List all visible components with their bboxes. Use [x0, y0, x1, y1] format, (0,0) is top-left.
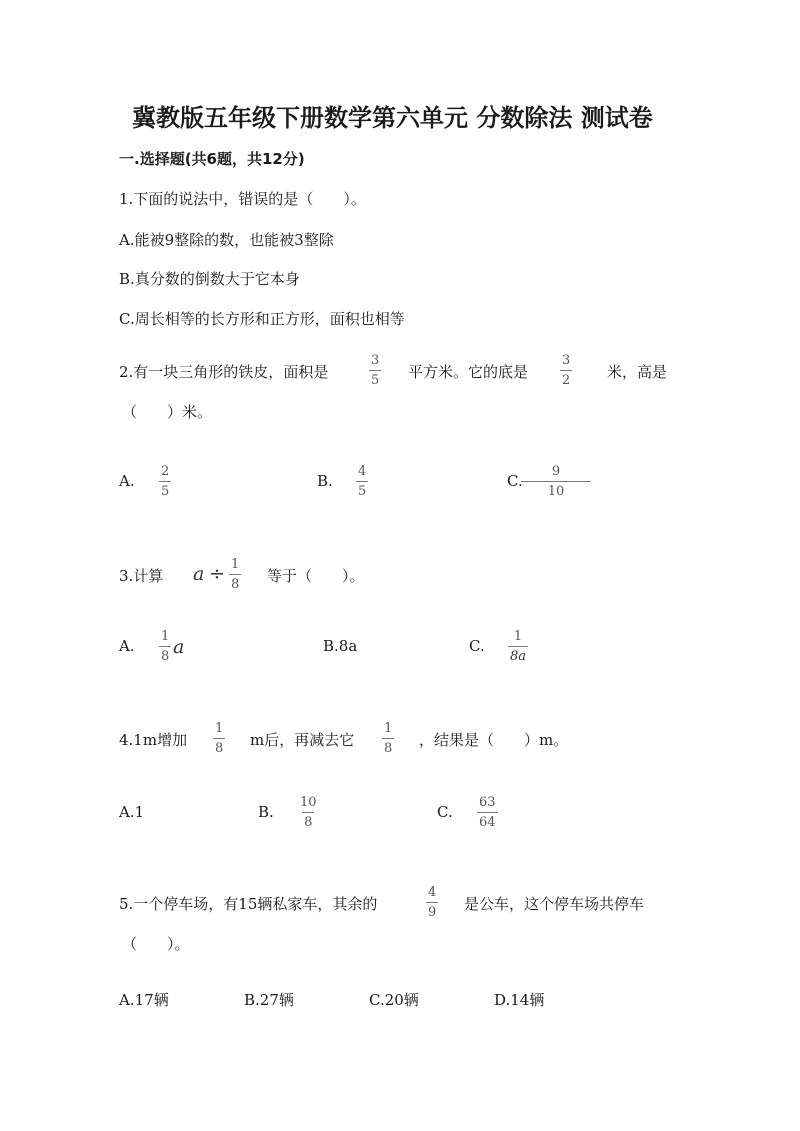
divide-icon: ÷ — [209, 563, 225, 585]
section-heading: 一.选择题(共6题，共12分) — [119, 150, 305, 168]
denominator: 8 — [213, 738, 225, 755]
option-c-fraction — [508, 630, 528, 663]
option-b-label: B. — [258, 803, 274, 821]
denominator: 8 — [302, 812, 314, 829]
fraction — [229, 558, 241, 591]
numerator: 9 — [551, 464, 561, 479]
fraction — [213, 722, 225, 755]
option-c-label: C. — [469, 637, 485, 655]
denominator: 5 — [369, 370, 381, 387]
numerator: 3 — [562, 353, 571, 368]
option-b-fraction — [356, 465, 368, 498]
numerator: 2 — [161, 464, 170, 479]
option-c-label: C. — [437, 803, 453, 821]
denominator: 8 — [159, 646, 171, 663]
denominator: 9 — [426, 902, 438, 919]
numerator: 1 — [215, 721, 224, 736]
option-a-fraction — [159, 630, 171, 663]
option-b: B.8a — [323, 637, 358, 655]
option-b: B.27辆 — [244, 991, 294, 1009]
numerator: 3 — [371, 353, 380, 368]
denominator: 5 — [356, 481, 368, 498]
page-title: 冀教版五年级下册数学第六单元 分数除法 测试卷 — [132, 104, 653, 132]
denominator: 2 — [560, 370, 572, 387]
question-stem-part: 5.一个停车场，有15辆私家车，其余的 — [119, 895, 378, 913]
question-stem-part: 3.计算 — [119, 567, 164, 585]
numerator: 1 — [513, 629, 523, 644]
fraction — [382, 722, 394, 755]
numerator: 10 — [300, 795, 317, 810]
question-stem: 1.下面的说法中，错误的是（ ）。 — [119, 190, 366, 208]
option-a-label: A. — [119, 637, 135, 655]
numerator: 1 — [231, 557, 240, 572]
option-a-label: A. — [119, 472, 135, 490]
denominator: 8a — [508, 646, 528, 663]
option-b: B.真分数的倒数大于它本身 — [119, 270, 300, 288]
question-stem-part: 是公车，这个停车场共停车 — [464, 895, 645, 913]
option-c-fraction — [477, 796, 498, 829]
option-b-label: B. — [317, 472, 333, 490]
option-c-fraction — [521, 465, 591, 498]
denominator: 8 — [229, 574, 241, 591]
option-a: A.1 — [119, 803, 145, 821]
numerator: 4 — [358, 464, 367, 479]
expression-variable: a — [193, 563, 205, 585]
question-stem-part: 4.1m增加 — [119, 731, 188, 749]
option-c-label: C. — [507, 472, 523, 490]
option-a-fraction — [159, 465, 171, 498]
denominator: 10 — [521, 481, 591, 498]
question-stem-part: m后，再减去它 — [250, 731, 355, 749]
option-a: A.17辆 — [119, 991, 169, 1009]
option-a-variable: a — [173, 636, 185, 658]
denominator: 8 — [382, 738, 394, 755]
option-b-fraction — [298, 796, 319, 829]
question-stem-part: 平方米。它的底是 — [408, 363, 529, 381]
question-stem-part: （ ）。 — [122, 935, 190, 953]
fraction — [369, 354, 381, 387]
option-d: D.14辆 — [494, 991, 545, 1009]
denominator: 5 — [159, 481, 171, 498]
option-a: A.能被9整除的数，也能被3整除 — [119, 231, 334, 249]
fraction — [560, 354, 572, 387]
question-stem-part: ，结果是（ ）m。 — [419, 731, 569, 749]
numerator: 1 — [384, 721, 393, 736]
option-c: C.20辆 — [369, 991, 419, 1009]
numerator: 63 — [479, 795, 496, 810]
denominator: 64 — [477, 812, 498, 829]
question-stem-part: （ ）米。 — [122, 403, 213, 421]
numerator: 1 — [161, 629, 170, 644]
question-stem-part: 2.有一块三角形的铁皮，面积是 — [119, 363, 329, 381]
question-stem-part: 等于（ ）。 — [267, 567, 365, 585]
numerator: 4 — [428, 885, 437, 900]
question-stem-part: 米，高是 — [607, 363, 668, 381]
option-c: C.周长相等的长方形和正方形，面积也相等 — [119, 310, 405, 328]
fraction — [426, 886, 438, 919]
